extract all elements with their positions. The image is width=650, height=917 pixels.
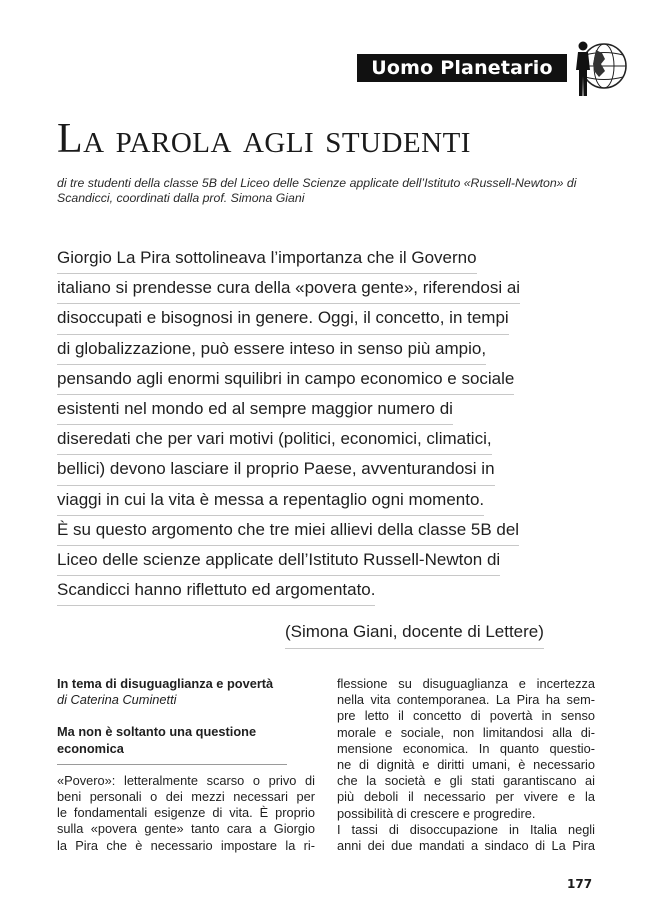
intro-line: italiano si prendesse cura della «povera gente», riferendosi ai (57, 274, 520, 304)
article-left-column (57, 676, 315, 854)
intro-line: Liceo delle scienze applicate dell’Istituto Russell-Newton di (57, 546, 500, 576)
intro-line: viaggi in cui la vita è messa a repentaglio ogni momento. (57, 486, 484, 516)
body-line: ne di dignità e diritti umani, è necessario (337, 757, 595, 773)
section-badge: Uomo Planetario (357, 54, 567, 82)
intro-line: diseredati che per vari motivi (politici, economici, climatici, (57, 425, 492, 455)
intro-line: esistenti nel mondo ed al sempre maggior numero di (57, 395, 453, 425)
body-line: nella vita contemporanea. La Pira ha sem- (337, 692, 595, 708)
body-line: morale e sociale, non limitandosi alla di- (337, 724, 595, 740)
body-line: possibilità di crescere e progredire. (337, 805, 536, 821)
intro-signature: (Simona Giani, docente di Lettere) (285, 620, 544, 649)
article-author: di Caterina Cuminetti (57, 692, 177, 708)
body-line: le fondamentali esigenze di vita. È proprio (57, 805, 315, 821)
body-line: sulla «povera gente» tanto cara a Giorgio (57, 821, 315, 837)
body-line: beni personali o dei mezzi necessari per (57, 789, 315, 805)
body-line: flessione su disuguaglianza e incertezza (337, 676, 595, 691)
body-line: anni dei due mandati a sindaco di La Pira (337, 838, 595, 854)
body-line: la Pira che è necessario impostare la ri- (57, 837, 315, 853)
intro-line: di globalizzazione, può essere inteso in senso più ampio, (57, 335, 486, 365)
body-line: pre letto il concetto di povertà in senso (337, 708, 595, 724)
article-right-column (337, 676, 595, 854)
page-title: La parola agli studenti (57, 116, 471, 162)
article-subheading (57, 724, 287, 764)
body-line: I tassi di disoccupazione in Italia negli (337, 821, 595, 837)
body-line: che la società e gli stati garantiscano ai (337, 773, 595, 789)
page-number: 177 (567, 877, 593, 891)
subheading-line: Ma non è soltanto una questione (57, 724, 257, 740)
body-line: «Povero»: letteralmente scarso o privo di (57, 772, 315, 788)
intro-line: bellici) devono lasciare il proprio Paese, avventurandosi in (57, 455, 495, 485)
body-line: più deboli il necessario per vivere e la (337, 789, 595, 805)
intro-line: È su questo argomento che tre miei allievi della classe 5B del (57, 516, 519, 546)
intro-line: pensando agli enormi squilibri in campo economico e sociale (57, 365, 514, 395)
subheading-line: economica (57, 740, 124, 756)
intro-paragraph (57, 244, 577, 606)
intro-line: disoccupati e bisognosi in genere. Oggi, il concetto, in tempi (57, 304, 509, 334)
intro-line: Giorgio La Pira sottolineava l’importanza che il Governo (57, 244, 477, 274)
article-title: In tema di disuguaglianza e povertà (57, 676, 274, 691)
globe-man-icon (566, 36, 628, 100)
intro-line: Scandicci hanno riflettuto ed argomentato. (57, 576, 375, 606)
body-line: mensione economica. In quanto questio- (337, 740, 595, 756)
subtitle: di tre studenti della classe 5B del Liceo delle Scienze applicate dell’Istituto «Russell-Newton» di Scandicci, coordinati dalla prof. Simona Giani (57, 176, 577, 205)
